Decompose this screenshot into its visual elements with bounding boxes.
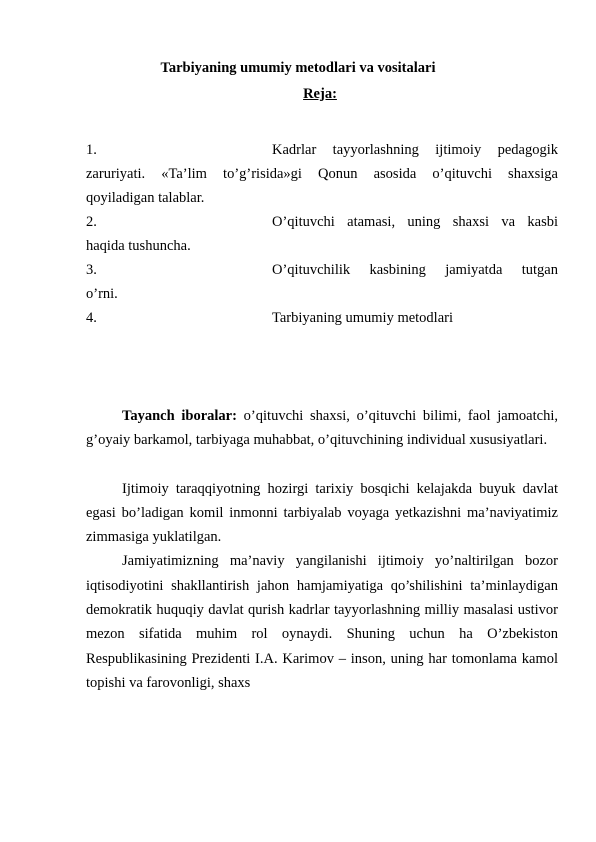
plan-item-text-continued: haqida tushuncha. bbox=[86, 238, 191, 254]
plan-list bbox=[86, 138, 558, 330]
body-paragraph: Jamiyatimizning ma’naviy yangilanishi ijtimoiy yo’naltirilgan bozor iqtisodiyotini shakllantirish jahon hamjamiyatiga qo’shilishini ta’minlaydigan demokratik huquqiy davlat qurish kadrlar tayyorlashning milliy masalasi ustivor mezon sifatida muhim rol oynaydi. Shuning uchun ha O’zbekiston Respublikasining Prezidenti I.A. Karimov – inson, uning har tomonlama kamol topishi va farovonligi, shaxs bbox=[86, 553, 558, 691]
plan-item-2 bbox=[86, 210, 558, 258]
plan-item-4 bbox=[86, 306, 558, 330]
key-terms-label: Tayanch iboralar: bbox=[122, 408, 237, 424]
key-terms-paragraph bbox=[86, 404, 558, 453]
plan-item-text: O’qituvchi atamasi, uning shaxsi va kasbi bbox=[272, 214, 558, 230]
body-text bbox=[86, 404, 558, 695]
plan-item-text-continued: qoyiladigan talablar. bbox=[86, 190, 205, 206]
plan-item-3 bbox=[86, 258, 558, 306]
plan-item-number: 4. bbox=[86, 310, 97, 326]
plan-item-text-continued: zaruriyati. «Ta’lim to’g’risida»gi Qonun asosida o’qituvchi shaxsiga bbox=[86, 166, 558, 182]
plan-item-number: 1. bbox=[86, 142, 97, 158]
document-title: Tarbiyaning umumiy metodlari va vositalari bbox=[160, 60, 436, 76]
plan-item-text: Kadrlar tayyorlashning ijtimoiy pedagogik bbox=[272, 142, 558, 158]
plan-item-number: 3. bbox=[86, 262, 97, 278]
plan-item-text-continued: o’rni. bbox=[86, 286, 118, 302]
plan-item-text: O’qituvchilik kasbining jamiyatda tutgan bbox=[272, 262, 558, 278]
plan-item-text: Tarbiyaning umumiy metodlari bbox=[272, 310, 454, 326]
key-terms-text: o’qituvchi shaxsi, o’qituvchi bilimi, faol jamoatchi, g’oyaiy barkamol, tarbiyaga muhabbat, o’qituvchining individual xususiyatlari. bbox=[86, 408, 558, 449]
plan-heading: Reja: bbox=[303, 86, 337, 102]
plan-item-1 bbox=[86, 138, 558, 210]
body-paragraph: Ijtimoiy taraqqiyotning hozirgi tarixiy bosqichi kelajakda buyuk davlat egasi bo’ladigan komil inmonni tarbiyalab voyaga yetkazishni ma’naviyatimiz zimmasiga yuklatilgan. bbox=[86, 480, 558, 546]
plan-item-number: 2. bbox=[86, 214, 97, 230]
